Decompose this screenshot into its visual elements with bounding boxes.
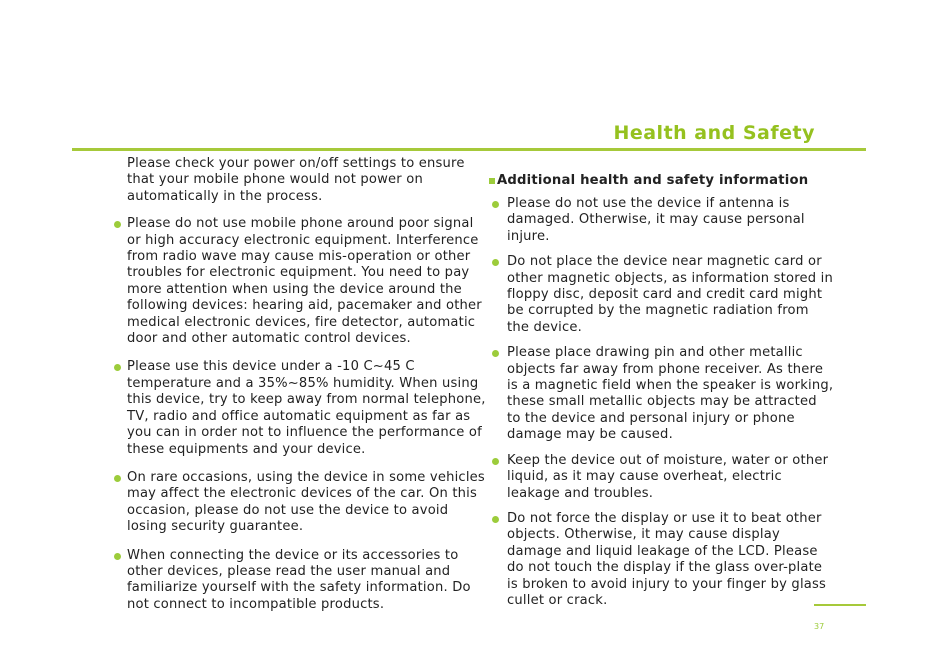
page-title: Health and Safety [613, 122, 815, 144]
intro-paragraph: Please check your power on/off settings to ensure that your mobile phone would not power on automatically in the process. [127, 156, 465, 204]
bullet-dot-icon [492, 201, 499, 208]
list-item-text: Please do not use mobile phone around poor signal or high accuracy electronic equipment. Interference from radio wave may cause mis-operation or other troubles for electronic equipment. You need to pay more attention when using the device around the following devices: hearing aid, pacemaker and other medical electronic devices, fire detector, automatic door and other automatic control devices. [127, 216, 482, 347]
header-divider [72, 148, 866, 151]
section-heading-text: Additional health and safety information [497, 173, 809, 188]
section-heading [489, 172, 834, 190]
footer-divider [814, 604, 866, 606]
list-item-text: Do not force the display or use it to beat other objects. Otherwise, it may cause display damage and liquid leakage of the LCD. Please do not touch the display if the glass over-plate is broken to avoid injury to your finger by glass cullet or crack. [507, 510, 827, 608]
square-bullet-icon [489, 178, 495, 184]
list-item [489, 453, 834, 502]
list-item [489, 196, 834, 245]
bullet-dot-icon [114, 475, 121, 482]
list-item-text: Please do not use the device if antenna is damaged. Otherwise, it may cause personal injure. [507, 196, 805, 244]
bullet-dot-icon [114, 221, 121, 228]
list-item-text: Do not place the device near magnetic card or other magnetic objects, as information stored in floppy disc, deposit card and credit card might be corrupted by the magnetic radiation from the device. [507, 254, 833, 335]
left-column [114, 156, 486, 625]
bullet-dot-icon [492, 458, 499, 465]
page-number: 37 [814, 622, 825, 631]
bullet-dot-icon [492, 259, 499, 266]
list-item-text: Keep the device out of moisture, water or other liquid, as it may cause overheat, electric leakage and troubles. [507, 452, 829, 501]
list-item [489, 345, 834, 443]
list-item-text: On rare occasions, using the device in some vehicles may affect the electronic devices of the car. On this occasion, please do not use the device to avoid losing security guarantee. [127, 469, 485, 535]
list-item [114, 548, 486, 614]
list-item [114, 216, 486, 347]
list-item [489, 254, 834, 336]
bullet-dot-icon [114, 364, 121, 371]
bullet-dot-icon [492, 350, 499, 357]
list-item [114, 359, 486, 457]
bullet-dot-icon [492, 516, 499, 523]
list-item-text: When connecting the device or its accessories to other devices, please read the user manual and familiarize yourself with the safety information. Do not connect to incompatible products. [127, 547, 471, 612]
list-item-text: Please use this device under a -10 C~45 C temperature and a 35%~85% humidity. When using this device, try to keep away from normal telephone, TV, radio and office automatic equipment as far as you can in order not to influence the performance of these equipments and your device. [127, 359, 486, 457]
list-item-text: Please place drawing pin and other metallic objects far away from phone receiver. As there is a magnetic field when the speaker is working, these small metallic objects may be attracted to the device and personal injury or phone damage may be caused. [507, 345, 834, 443]
list-item [489, 511, 834, 609]
bullet-dot-icon [114, 553, 121, 560]
right-column [489, 172, 834, 618]
list-item [114, 470, 486, 536]
